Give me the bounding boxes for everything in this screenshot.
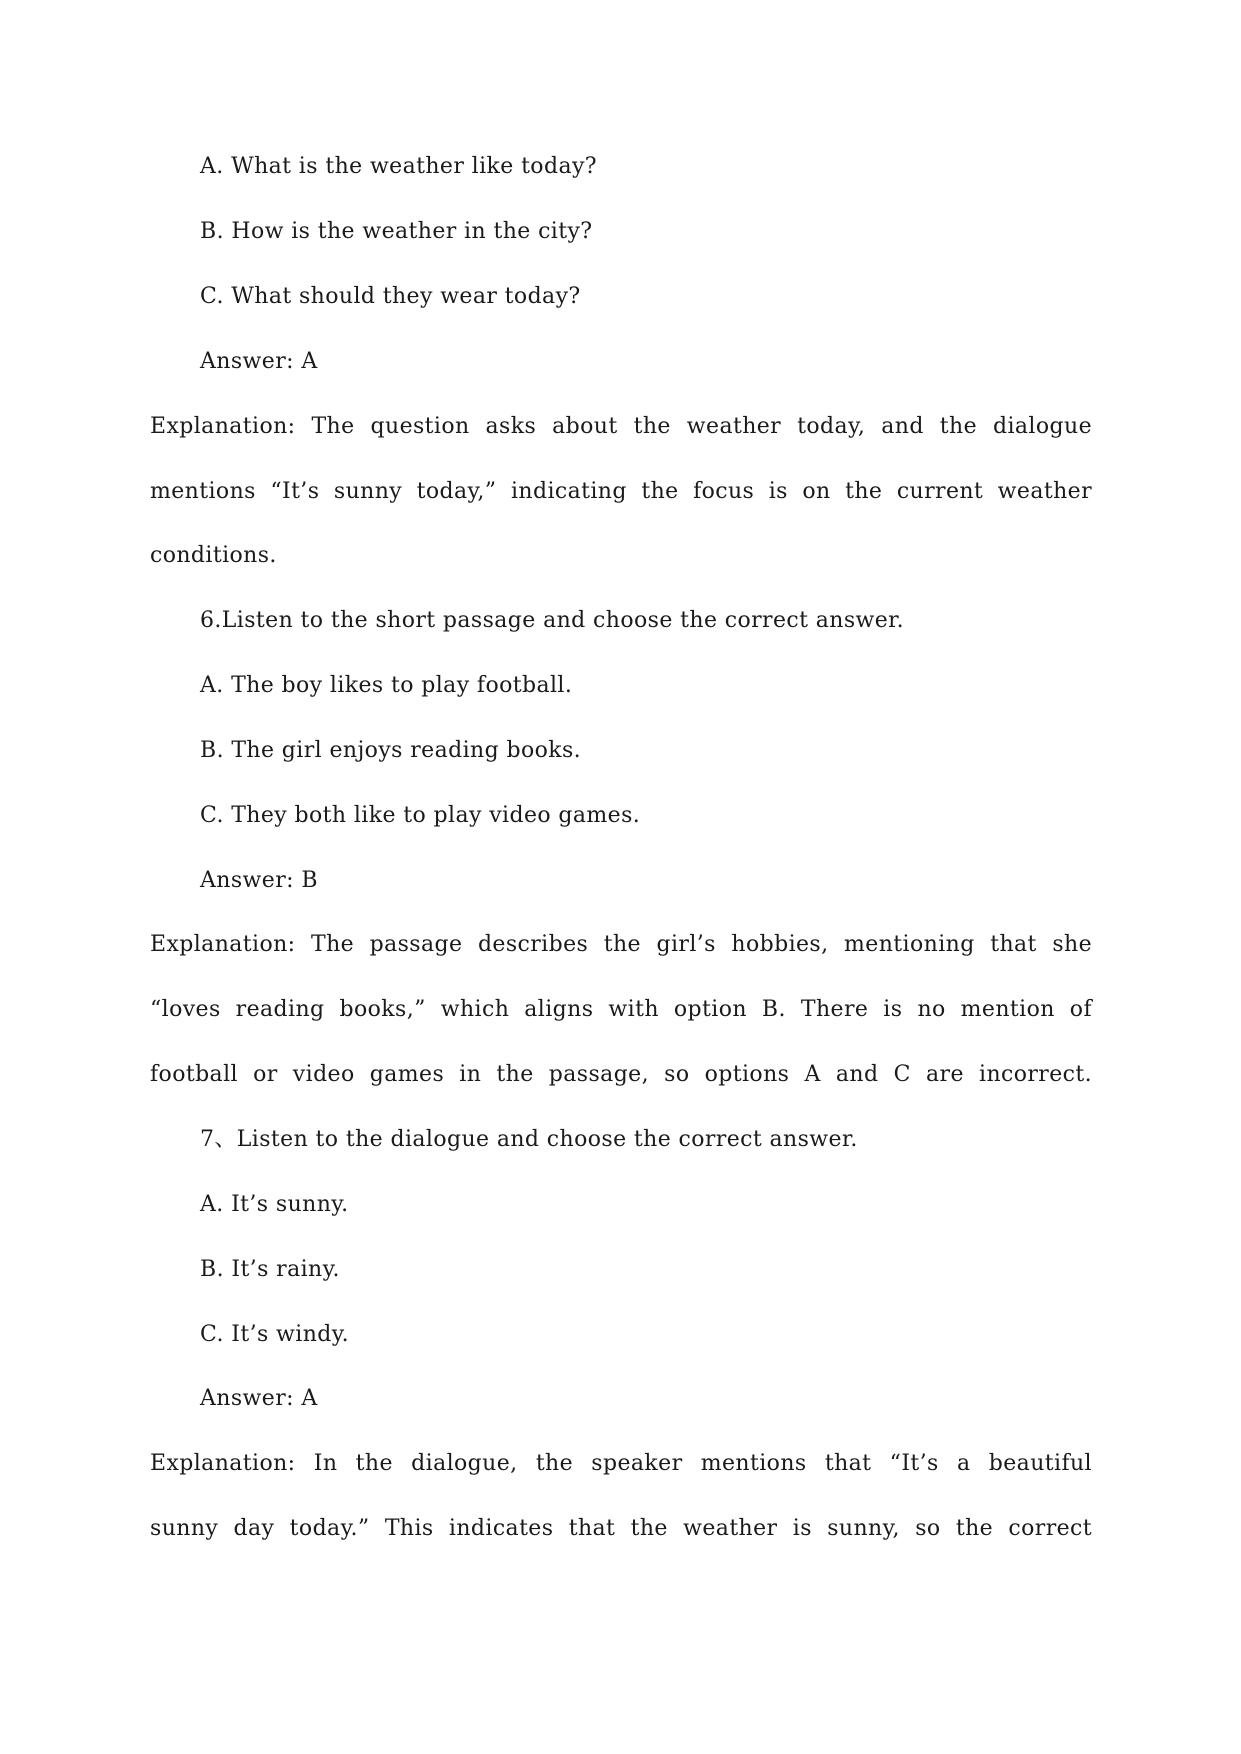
q7-explanation-line-2: sunny day today.” This indicates that the weather is sunny, so the correct (150, 1516, 1092, 1541)
q5-explanation-line-3: conditions. (150, 543, 277, 568)
q5-option-c: C. What should they wear today? (200, 284, 581, 309)
q6-explanation-line-2: “loves reading books,” which aligns with option B. There is no mention of (150, 997, 1092, 1022)
q6-answer: Answer: B (200, 868, 318, 893)
q5-option-b: B. How is the weather in the city? (200, 219, 593, 244)
q6-explanation-line-1: Explanation: The passage describes the girl’s hobbies, mentioning that she (150, 932, 1092, 957)
q6-option-a: A. The boy likes to play football. (200, 673, 573, 698)
q7-option-a: A. It’s sunny. (200, 1192, 349, 1217)
q7-explanation-line-1: Explanation: In the dialogue, the speaker mentions that “It’s a beautiful (150, 1451, 1092, 1476)
q5-explanation-line-1: Explanation: The question asks about the weather today, and the dialogue (150, 414, 1092, 439)
q5-answer: Answer: A (200, 349, 318, 374)
q7-option-b: B. It’s rainy. (200, 1257, 340, 1282)
q6-option-c: C. They both like to play video games. (200, 803, 641, 828)
q7-option-c: C. It’s windy. (200, 1322, 350, 1347)
q7-prompt: 7、Listen to the dialogue and choose the correct answer. (200, 1127, 858, 1152)
q6-explanation-line-3: football or video games in the passage, so options A and C are incorrect. (150, 1062, 1092, 1087)
q6-prompt: 6.Listen to the short passage and choose the correct answer. (200, 608, 905, 633)
q7-answer: Answer: A (200, 1386, 318, 1411)
q5-option-a: A. What is the weather like today? (200, 154, 597, 179)
q6-option-b: B. The girl enjoys reading books. (200, 738, 582, 763)
q5-explanation-line-2: mentions “It’s sunny today,” indicating the focus is on the current weather (150, 479, 1092, 504)
